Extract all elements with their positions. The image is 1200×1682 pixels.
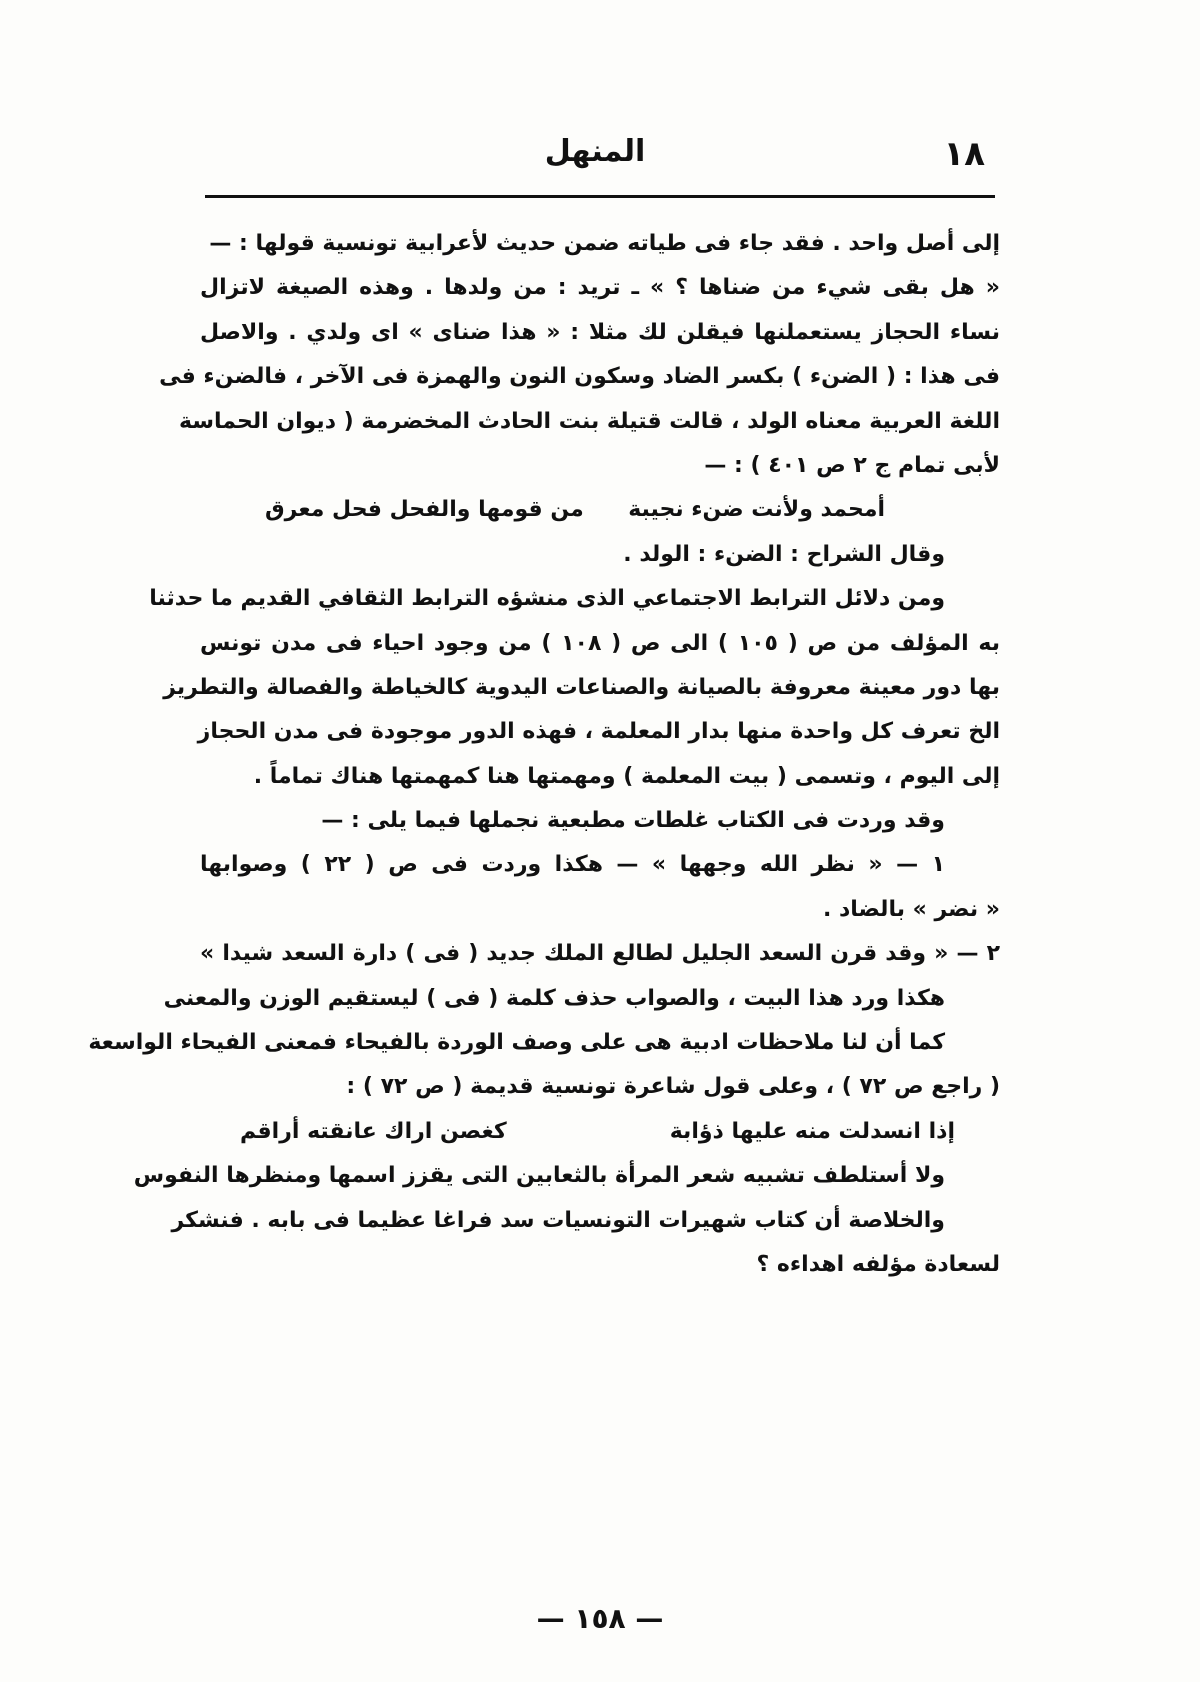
text-line: هكذا ورد هذا البيت ، والصواب حذف كلمة ( فى ) ليستقيم الوزن والمعنى (163, 985, 945, 1011)
verse-2-first-hemistich: إذا انسدلت منه عليها ذؤابة (669, 1118, 955, 1144)
text-line: فى هذا : ( الضنء ) بكسر الضاد وسكون النون والهمزة فى الآخر ، فالضنء فى (159, 364, 1000, 390)
verse-2 (200, 1110, 1000, 1154)
page-header (205, 128, 985, 188)
text-line: ولا أستلطف تشبيه شعر المرأة بالثعابين التى يقزز اسمها ومنظرها النفوس (133, 1163, 945, 1189)
text-line: الخ تعرف كل واحدة منها بدار المعلمة ، فهذه الدور موجودة فى مدن الحجاز (197, 719, 1000, 745)
footer-page-number: — ١٥٨ — (536, 1602, 664, 1635)
text-line: إلى اليوم ، وتسمى ( بيت المعلمة ) ومهمتها هنا كمهمتها هناك تماماً . (253, 763, 1000, 789)
text-line: لأبى تمام ج ٢ ص ٤٠١ ) : — (704, 452, 1000, 478)
text-line: « هل بقى شيء من ضناها ؟ » ـ تريد : من ولدها . وهذه الصيغة لاتزال (200, 275, 1000, 301)
header-page-number: ١٨ (943, 134, 985, 174)
verse-2-second-hemistich: كغصن اراك عانقته أراقم (240, 1118, 507, 1144)
text-line: ١ — « نظر الله وجهها » — هكذا وردت فى ص ( ٢٢ ) وصوابها (200, 852, 946, 878)
verse-1-second-hemistich: من قومها والفحل فحل معرق (265, 497, 584, 523)
text-line: لسعادة مؤلفه اهداءه ؟ (756, 1251, 1000, 1277)
text-line: ٢ — « وقد قرن السعد الجليل لطالع الملك جديد ( فى ) دارة السعد شيدا » (200, 941, 1000, 967)
text-line: به المؤلف من ص ( ١٠٥ ) الى ص ( ١٠٨ ) من وجود احياء فى مدن تونس (200, 630, 1000, 656)
verse-1-first-hemistich: أمحمد ولأنت ضنء نجيبة (628, 497, 885, 523)
text-line: وقد وردت فى الكتاب غلطات مطبعية نجملها فيما يلى : — (321, 808, 945, 834)
text-line: ( راجع ص ٧٢ ) ، وعلى قول شاعرة تونسية قديمة ( ص ٧٢ ) : (346, 1074, 1000, 1100)
text-line: ومن دلائل الترابط الاجتماعي الذى منشؤه الترابط الثقافي القديم ما حدثنا (149, 586, 945, 612)
header-divider (205, 195, 995, 198)
running-title: المنهل (544, 134, 646, 169)
text-line: نساء الحجاز يستعملنها فيقلن لك مثلا : « هذا ضناى » اى ولدي . والاصل (200, 319, 1000, 345)
text-line: اللغة العربية معناه الولد ، قالت قتيلة بنت الحادث المخضرمة ( ديوان الحماسة (179, 408, 1000, 434)
text-line: إلى أصل واحد . فقد جاء فى طياته ضمن حديث لأعرابية تونسية قولها : — (209, 231, 1000, 256)
text-line: « نضر » بالضاد . (822, 896, 1000, 922)
text-line: كما أن لنا ملاحظات ادبية هى على وصف الوردة بالفيحاء فمعنى الفيحاء الواسعة (88, 1030, 945, 1056)
text-line: وقال الشراح : الضنء : الولد . (623, 541, 945, 567)
text-line: بها دور معينة معروفة بالصيانة والصناعات اليدوية كالخياطة والفصالة والتطريز (163, 674, 1000, 700)
text-line: والخلاصة أن كتاب شهيرات التونسيات سد فراغا عظيما فى بابه . فنشكر (171, 1207, 945, 1233)
body-text (88, 222, 1000, 1287)
verse-1 (200, 488, 1000, 532)
